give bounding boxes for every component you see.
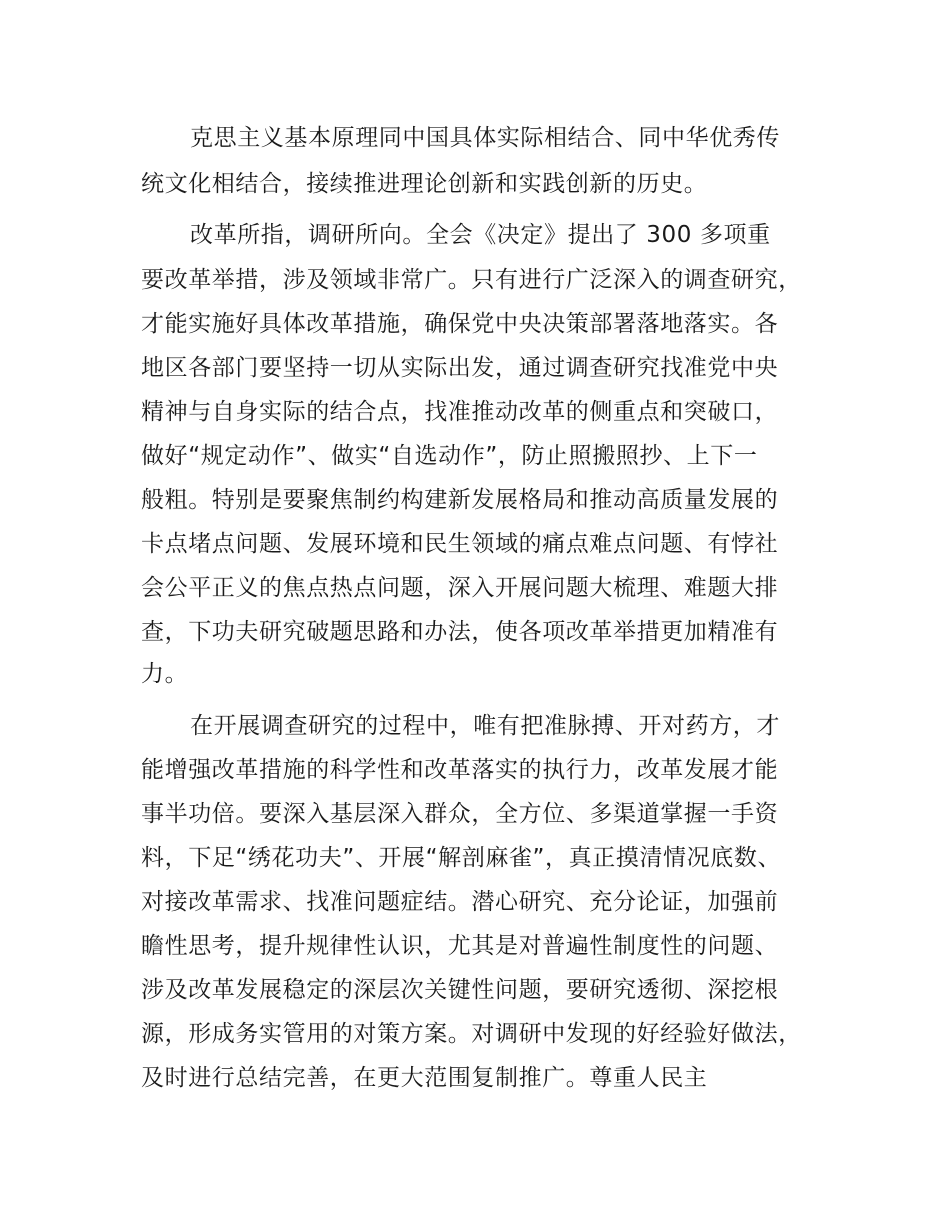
- text-line: 力。: [141, 661, 189, 687]
- text-line: 地区各部门要坚持一切从实际出发，通过调查研究找准党中央: [141, 355, 779, 381]
- text-line: 料，下足“绣花功夫”、开展“解剖麻雀”，真正摸清情况底数、: [141, 845, 782, 871]
- text-line: 会公平正义的焦点热点问题，深入开展问题大梳理、难题大排: [141, 575, 779, 601]
- text-line: 瞻性思考，提升规律性认识，尤其是对普遍性制度性的问题、: [141, 933, 779, 959]
- text-line: 事半功倍。要深入基层深入群众，全方位、多渠道掌握一手资: [141, 801, 779, 827]
- text-line: 改革所指，调研所向。全会《决定》提出了 300 多项重: [190, 222, 771, 248]
- text-line: 涉及改革发展稳定的深层次关键性问题，要研究透彻、深挖根: [141, 977, 779, 1003]
- text-line: 精神与自身实际的结合点，找准推动改革的侧重点和突破口，: [141, 399, 779, 425]
- text-line: 克思主义基本原理同中国具体实际相结合、同中华优秀传: [190, 125, 780, 151]
- text-line: 才能实施好具体改革措施，确保党中央决策部署落地落实。各: [141, 311, 779, 337]
- text-line: 般粗。特别是要聚焦制约构建新发展格局和推动高质量发展的: [141, 487, 779, 513]
- text-line: 查，下功夫研究破题思路和办法，使各项改革举措更加精准有: [141, 619, 779, 645]
- text-line: 要改革举措，涉及领域非常广。只有进行广泛深入的调查研究，: [141, 267, 802, 293]
- text-line: 能增强改革措施的科学性和改革落实的执行力，改革发展才能: [141, 757, 779, 783]
- text-line: 做好“规定动作”、做实“自选动作”，防止照搬照抄、上下一: [141, 443, 758, 469]
- text-line: 对接改革需求、找准问题症结。潜心研究、充分论证，加强前: [141, 889, 779, 915]
- text-line: 在开展调查研究的过程中，唯有把准脉搏、开对药方，才: [190, 713, 780, 739]
- text-line: 源，形成务实管用的对策方案。对调研中发现的好经验好做法，: [141, 1021, 802, 1047]
- text-line: 卡点堵点问题、发展环境和民生领域的痛点难点问题、有悖社: [141, 531, 779, 557]
- text-line: 及时进行总结完善，在更大范围复制推广。尊重人民主: [141, 1065, 708, 1091]
- text-line: 统文化相结合，接续推进理论创新和实践创新的历史。: [141, 171, 708, 197]
